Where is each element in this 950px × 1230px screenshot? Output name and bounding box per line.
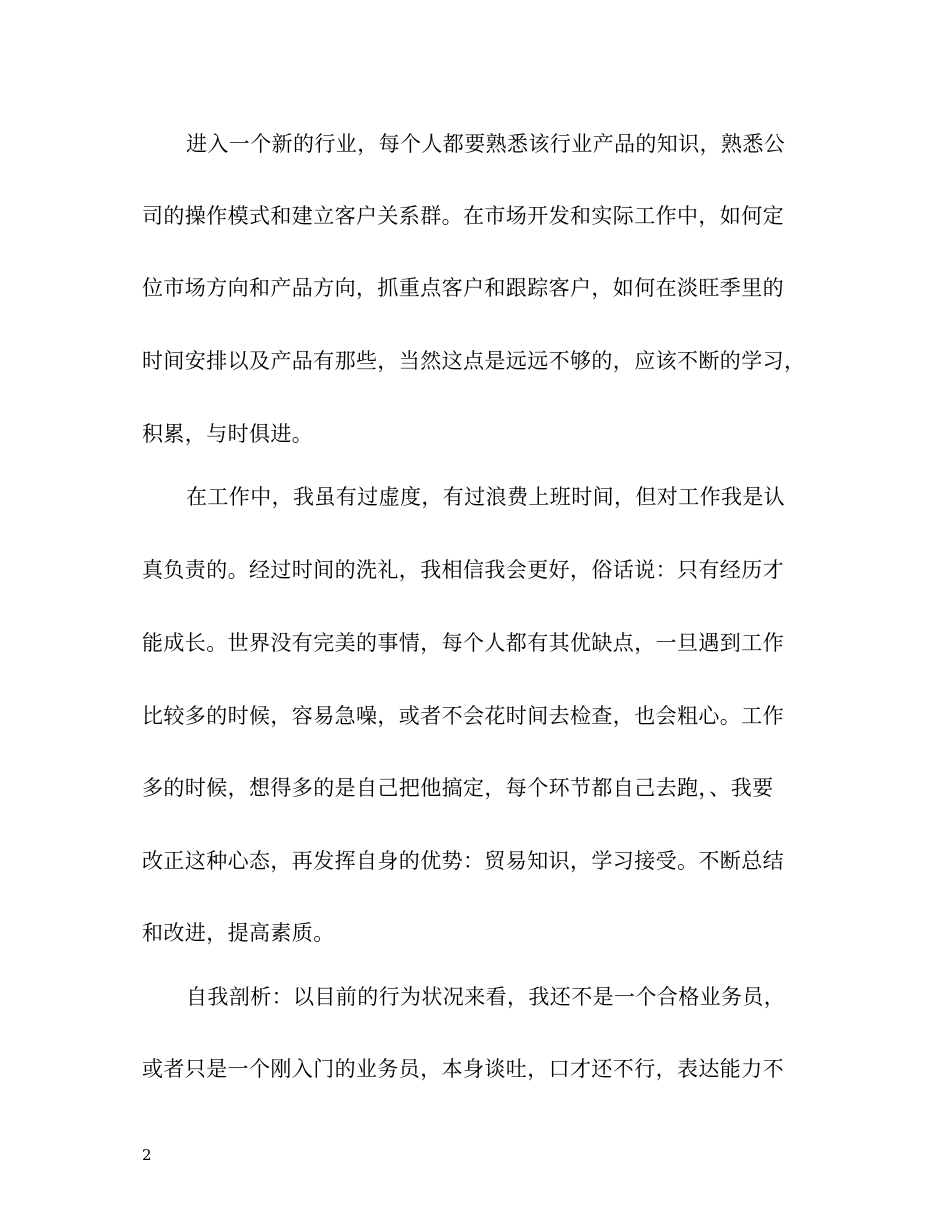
paragraph-1-line-5: 积累，与时俱进。 [142,422,314,446]
paragraph-1-line-4: 时间安排以及产品有那些，当然这点是远远不够的，应该不断的学习， [142,349,806,373]
paragraph-2-line-3: 能成长。世界没有完美的事情，每个人都有其优缺点，一旦遇到工作 [142,631,784,655]
paragraph-3-line-1: 自我剖析：以目前的行为状况来看，我还不是一个合格业务员， [186,985,786,1009]
paragraph-1-line-3: 位市场方向和产品方向，抓重点客户和跟踪客户，如何在淡旺季里的 [142,276,784,300]
paragraph-1-line-2: 司的操作模式和建立客户关系群。在市场开发和实际工作中，如何定 [142,204,784,228]
paragraph-2-line-7: 和改进，提高素质。 [142,921,335,945]
page-number: 2 [142,1146,152,1164]
paragraph-2-line-4: 比较多的时候，容易急噪，或者不会花时间去检查，也会粗心。工作 [142,704,784,728]
paragraph-2-line-1: 在工作中，我虽有过虚度，有过浪费上班时间，但对工作我是认 [186,485,786,509]
paragraph-2-line-6: 改正这种心态，再发挥自身的优势：贸易知识，学习接受。不断总结 [142,849,784,873]
paragraph-2-line-5: 多的时候，想得多的是自己把他搞定，每个环节都自己去跑，、我要 [142,776,774,800]
paragraph-2-line-2: 真负责的。经过时间的洗礼，我相信我会更好，俗话说：只有经历才 [142,558,784,582]
paragraph-1-line-1: 进入一个新的行业，每个人都要熟悉该行业产品的知识，熟悉公 [186,132,786,156]
paragraph-3-line-2: 或者只是一个刚入门的业务员，本身谈吐，口才还不行，表达能力不 [142,1057,784,1081]
